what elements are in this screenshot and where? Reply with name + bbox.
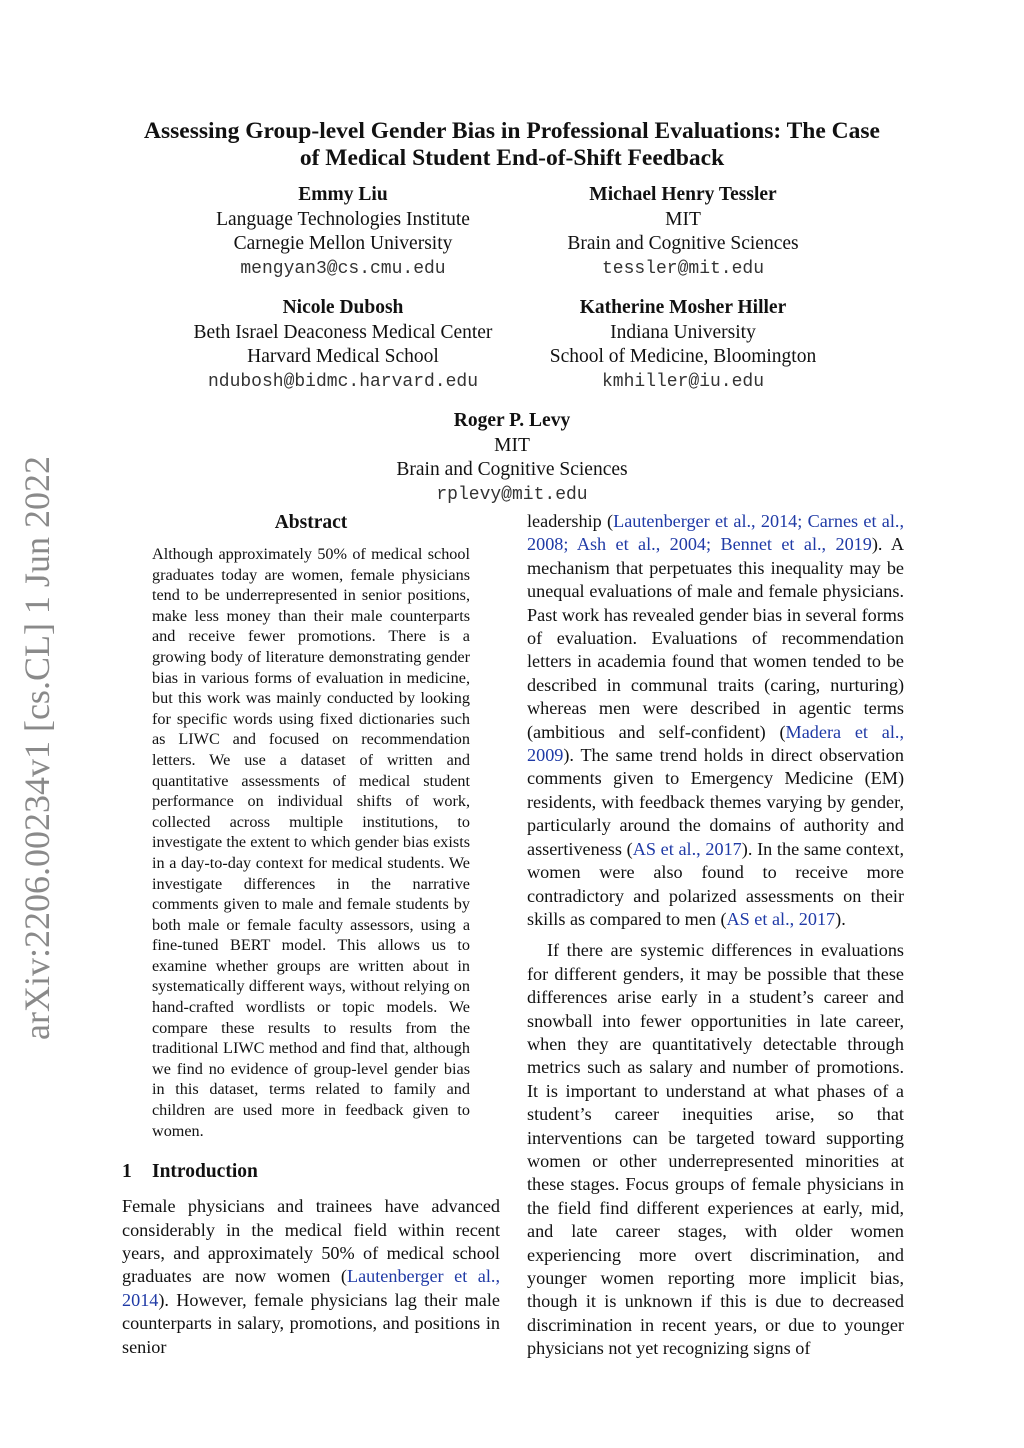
body-text-span: ). The same trend holds in direct observation comments given to Emergency Medicine (EM) residents, with feedback themes varying by gender, particularly around the domains of authority and assertiveness (	[527, 745, 904, 859]
section-title: Introduction	[152, 1161, 258, 1183]
author-affiliation: MIT	[665, 208, 701, 230]
abstract-text: Although approximately 50% of medical school graduates today are women, female physicians tend to be underrepresented in senior positions, make less money than their male counterparts and receive fewer promotions. There is a growing body of literature demonstrating gender bias in various forms of evaluation in medicine, but this work was mainly conducted by looking for specific words using fixed dictionaries such as LIWC and focused on recommendation letters. We use a dataset of written and quantitative assessments of medical student performance on individual shifts of work, collected across multiple institutions, to investigate the extent to which gender bias exists in a day-to-day context for medical students. We investigate differences in the narrative comments given to male and female students by both male or female faculty assessors, using a fine-tuned BERT model. This allows us to examine whether groups are written about in systematically different ways, without relying on hand-crafted wordlists or topic models. We compare these results to results from the traditional LIWC method and find that, although we find no evidence of group-level gender bias in this dataset, terms related to family and children are used more in feedback given to women.	[152, 545, 470, 1140]
author-affiliation: MIT	[494, 434, 530, 456]
citation-link[interactable]: Lautenberger et al., 2014	[122, 1266, 500, 1310]
body-text-span: ). A mechanism that perpetuates this inequality may be unequal evaluations of male and female physicians. Past work has revealed gender bias in several forms of evaluation. Evaluations of recommendation letters in academia found that women tended to be described in communal traits (caring, nurturing) whereas men were described in agentic terms (ambitious and self-confident) (	[527, 534, 904, 742]
author-affiliation: Language Technologies Institute	[216, 208, 470, 230]
author-affiliation: Brain and Cognitive Sciences	[396, 459, 628, 480]
title-line-2: of Medical Student End-of-Shift Feedback	[299, 145, 725, 171]
citation-link[interactable]: AS et al., 2017	[632, 838, 742, 859]
body-text-span: ).	[835, 908, 846, 929]
section-number: 1	[122, 1161, 132, 1183]
author-block-4	[513, 296, 853, 394]
author-block-5	[342, 409, 682, 507]
author-block-1	[183, 183, 503, 281]
author-name: Katherine Mosher Hiller	[579, 297, 787, 318]
paper-title	[100, 118, 924, 172]
citation-link[interactable]: AS et al., 2017	[726, 908, 836, 929]
author-affiliation: School of Medicine, Bloomington	[549, 346, 817, 367]
author-affiliation: Brain and Cognitive Sciences	[567, 233, 799, 254]
body-text-span: Female physicians and trainees have advanced considerably in the medical field within recent years, and approximately 50% of medical school graduates are now women (	[122, 1196, 500, 1287]
author-name: Roger P. Levy	[453, 410, 571, 431]
left-column	[122, 510, 500, 1359]
author-email[interactable]: ndubosh@bidmc.harvard.edu	[207, 371, 479, 392]
intro-paragraph-3: If there are systemic differences in evaluations for different genders, it may be possible that these differences arise early in a student’s career and snowball into fewer opportunities in late career, when they are quantitatively detectable through metrics such as salary and number of promotions. It is important to understand at what phases of a student’s career inequities arise, so that interventions can be targeted toward supporting women or other underrepresented minorities at these stages. Focus groups of female physicians in the field find different experiences at early, mid, and late career stages, with older women experiencing more overt discrimination, and younger women reporting more implicit bias, though it is unknown if this is due to decreased discrimination in recent years, or due to younger physicians not yet recognizing signs of	[527, 940, 904, 1359]
author-affiliation: Beth Israel Deaconess Medical Center	[193, 321, 493, 343]
author-name: Nicole Dubosh	[282, 297, 404, 318]
intro-paragraph-2	[527, 510, 904, 931]
author-name: Michael Henry Tessler	[589, 184, 777, 205]
author-block-2	[523, 183, 843, 281]
citation-link[interactable]: Lautenberger et al., 2014; Carnes et al., 2008; Ash et al., 2004; Bennet et al., 2019	[527, 511, 904, 555]
author-block-3	[163, 296, 523, 394]
author-email[interactable]: kmhiller@iu.edu	[601, 371, 765, 392]
body-text-span: leadership (	[527, 511, 614, 531]
right-column	[527, 510, 904, 1361]
author-affiliation: Indiana University	[610, 321, 756, 343]
author-affiliation: Harvard Medical School	[247, 346, 439, 367]
author-name: Emmy Liu	[298, 184, 388, 205]
author-email[interactable]: tessler@mit.edu	[601, 258, 765, 279]
intro-paragraph-1	[122, 1195, 500, 1359]
body-text-span: ). However, female physicians lag their male counterparts in salary, promotions, and positions in senior	[122, 1289, 500, 1357]
author-affiliation: Carnegie Mellon University	[233, 233, 453, 254]
author-email[interactable]: rplevy@mit.edu	[436, 484, 588, 505]
abstract-heading: Abstract	[274, 512, 348, 533]
section-heading-introduction	[122, 1161, 500, 1183]
title-line-1: Assessing Group-level Gender Bias in Professional Evaluations: The Case	[144, 118, 880, 144]
author-email[interactable]: mengyan3@cs.cmu.edu	[240, 258, 446, 279]
citation-link[interactable]: Madera et al., 2009	[527, 721, 904, 766]
arxiv-identifier: arXiv:2206.00234v1 [cs.CL] 1 Jun 2022	[17, 456, 57, 1040]
body-text-span: ). In the same context, women were also found to receive more contradictory and polarized assessments on their skills as compared to men (	[527, 838, 904, 929]
